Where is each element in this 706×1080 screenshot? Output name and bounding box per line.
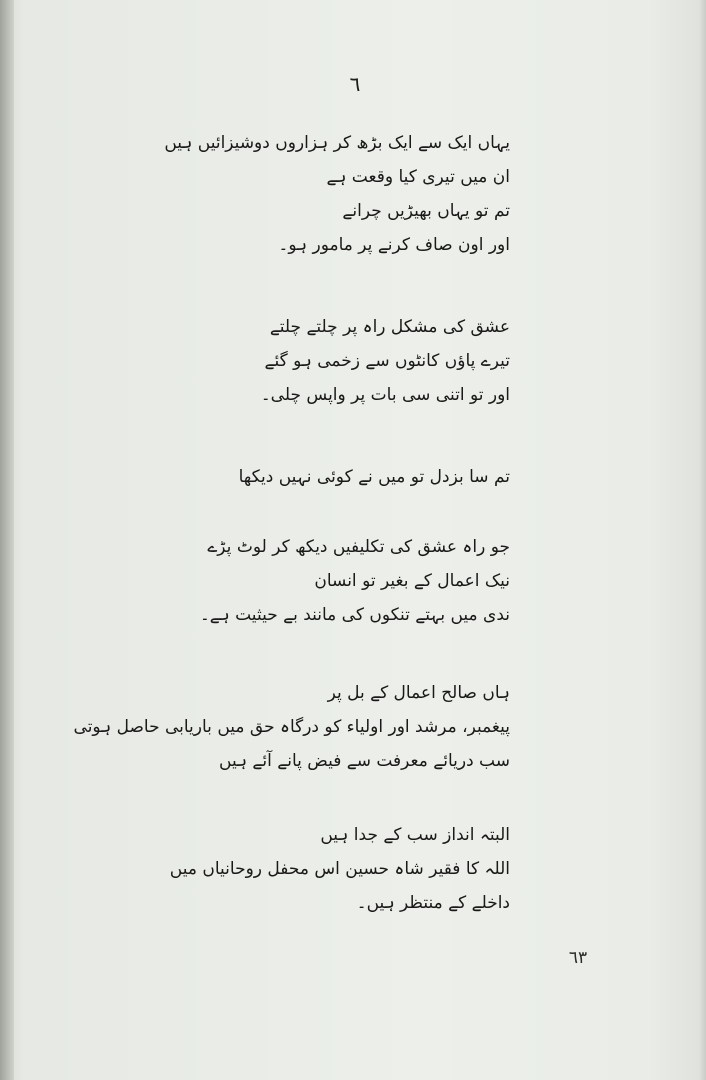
poem-line: البتہ انداز سب کے جدا ہیں [320, 825, 510, 845]
poem-line: نیک اعمال کے بغیر تو انسان [314, 571, 510, 591]
poem-line: یہاں ایک سے ایک بڑھ کر ہزاروں دوشیزائیں ہیں [164, 133, 510, 153]
stanza-1 [90, 126, 510, 262]
poem-line: اللہ کا فقیر شاہ حسین اس محفل روحانیاں میں [169, 859, 510, 879]
poem-line: اور اون صاف کرنے پر مامور ہو۔ [278, 235, 510, 255]
poem-line: ندی میں بہتے تنکوں کی مانند بے حیثیت ہے۔ [199, 605, 510, 625]
poem-line: تم تو یہاں بھیڑیں چرانے [342, 201, 510, 221]
poem-line: پیغمبر، مرشد اور اولیاء کو درگاہ حق میں باریابی حاصل ہوتی [73, 717, 510, 737]
poem-line: داخلے کے منتظر ہیں۔ [356, 893, 510, 913]
book-spine-shadow [0, 0, 14, 1080]
stanza-5 [73, 676, 510, 778]
stanza-4 [90, 530, 510, 632]
poem-line: تیرے پاؤں کانٹوں سے زخمی ہو گئے [264, 351, 510, 371]
stanza-2 [90, 310, 510, 412]
stanza-3 [90, 460, 510, 494]
poem-line: جو راہ عشق کی تکلیفیں دیکھ کر لوٹ پڑے [207, 537, 510, 557]
poem-line: سب دریائے معرفت سے فیض پانے آئے ہیں [219, 751, 510, 771]
poem-line: تم سا بزدل تو میں نے کوئی نہیں دیکھا [238, 467, 510, 487]
poem-line: ان میں تیری کیا وقعت ہے [326, 167, 510, 187]
stanza-6 [90, 818, 510, 920]
poem-line: ہاں صالح اعمال کے بل پر [327, 683, 510, 703]
poem-line: عشق کی مشکل راہ پر چلتے چلتے [269, 317, 510, 337]
poem-line: اور تو اتنی سی بات پر واپس چلی۔ [260, 385, 510, 405]
page-number-bottom: ٦٣ [568, 948, 588, 968]
page-number-top: ٦ [349, 72, 361, 96]
